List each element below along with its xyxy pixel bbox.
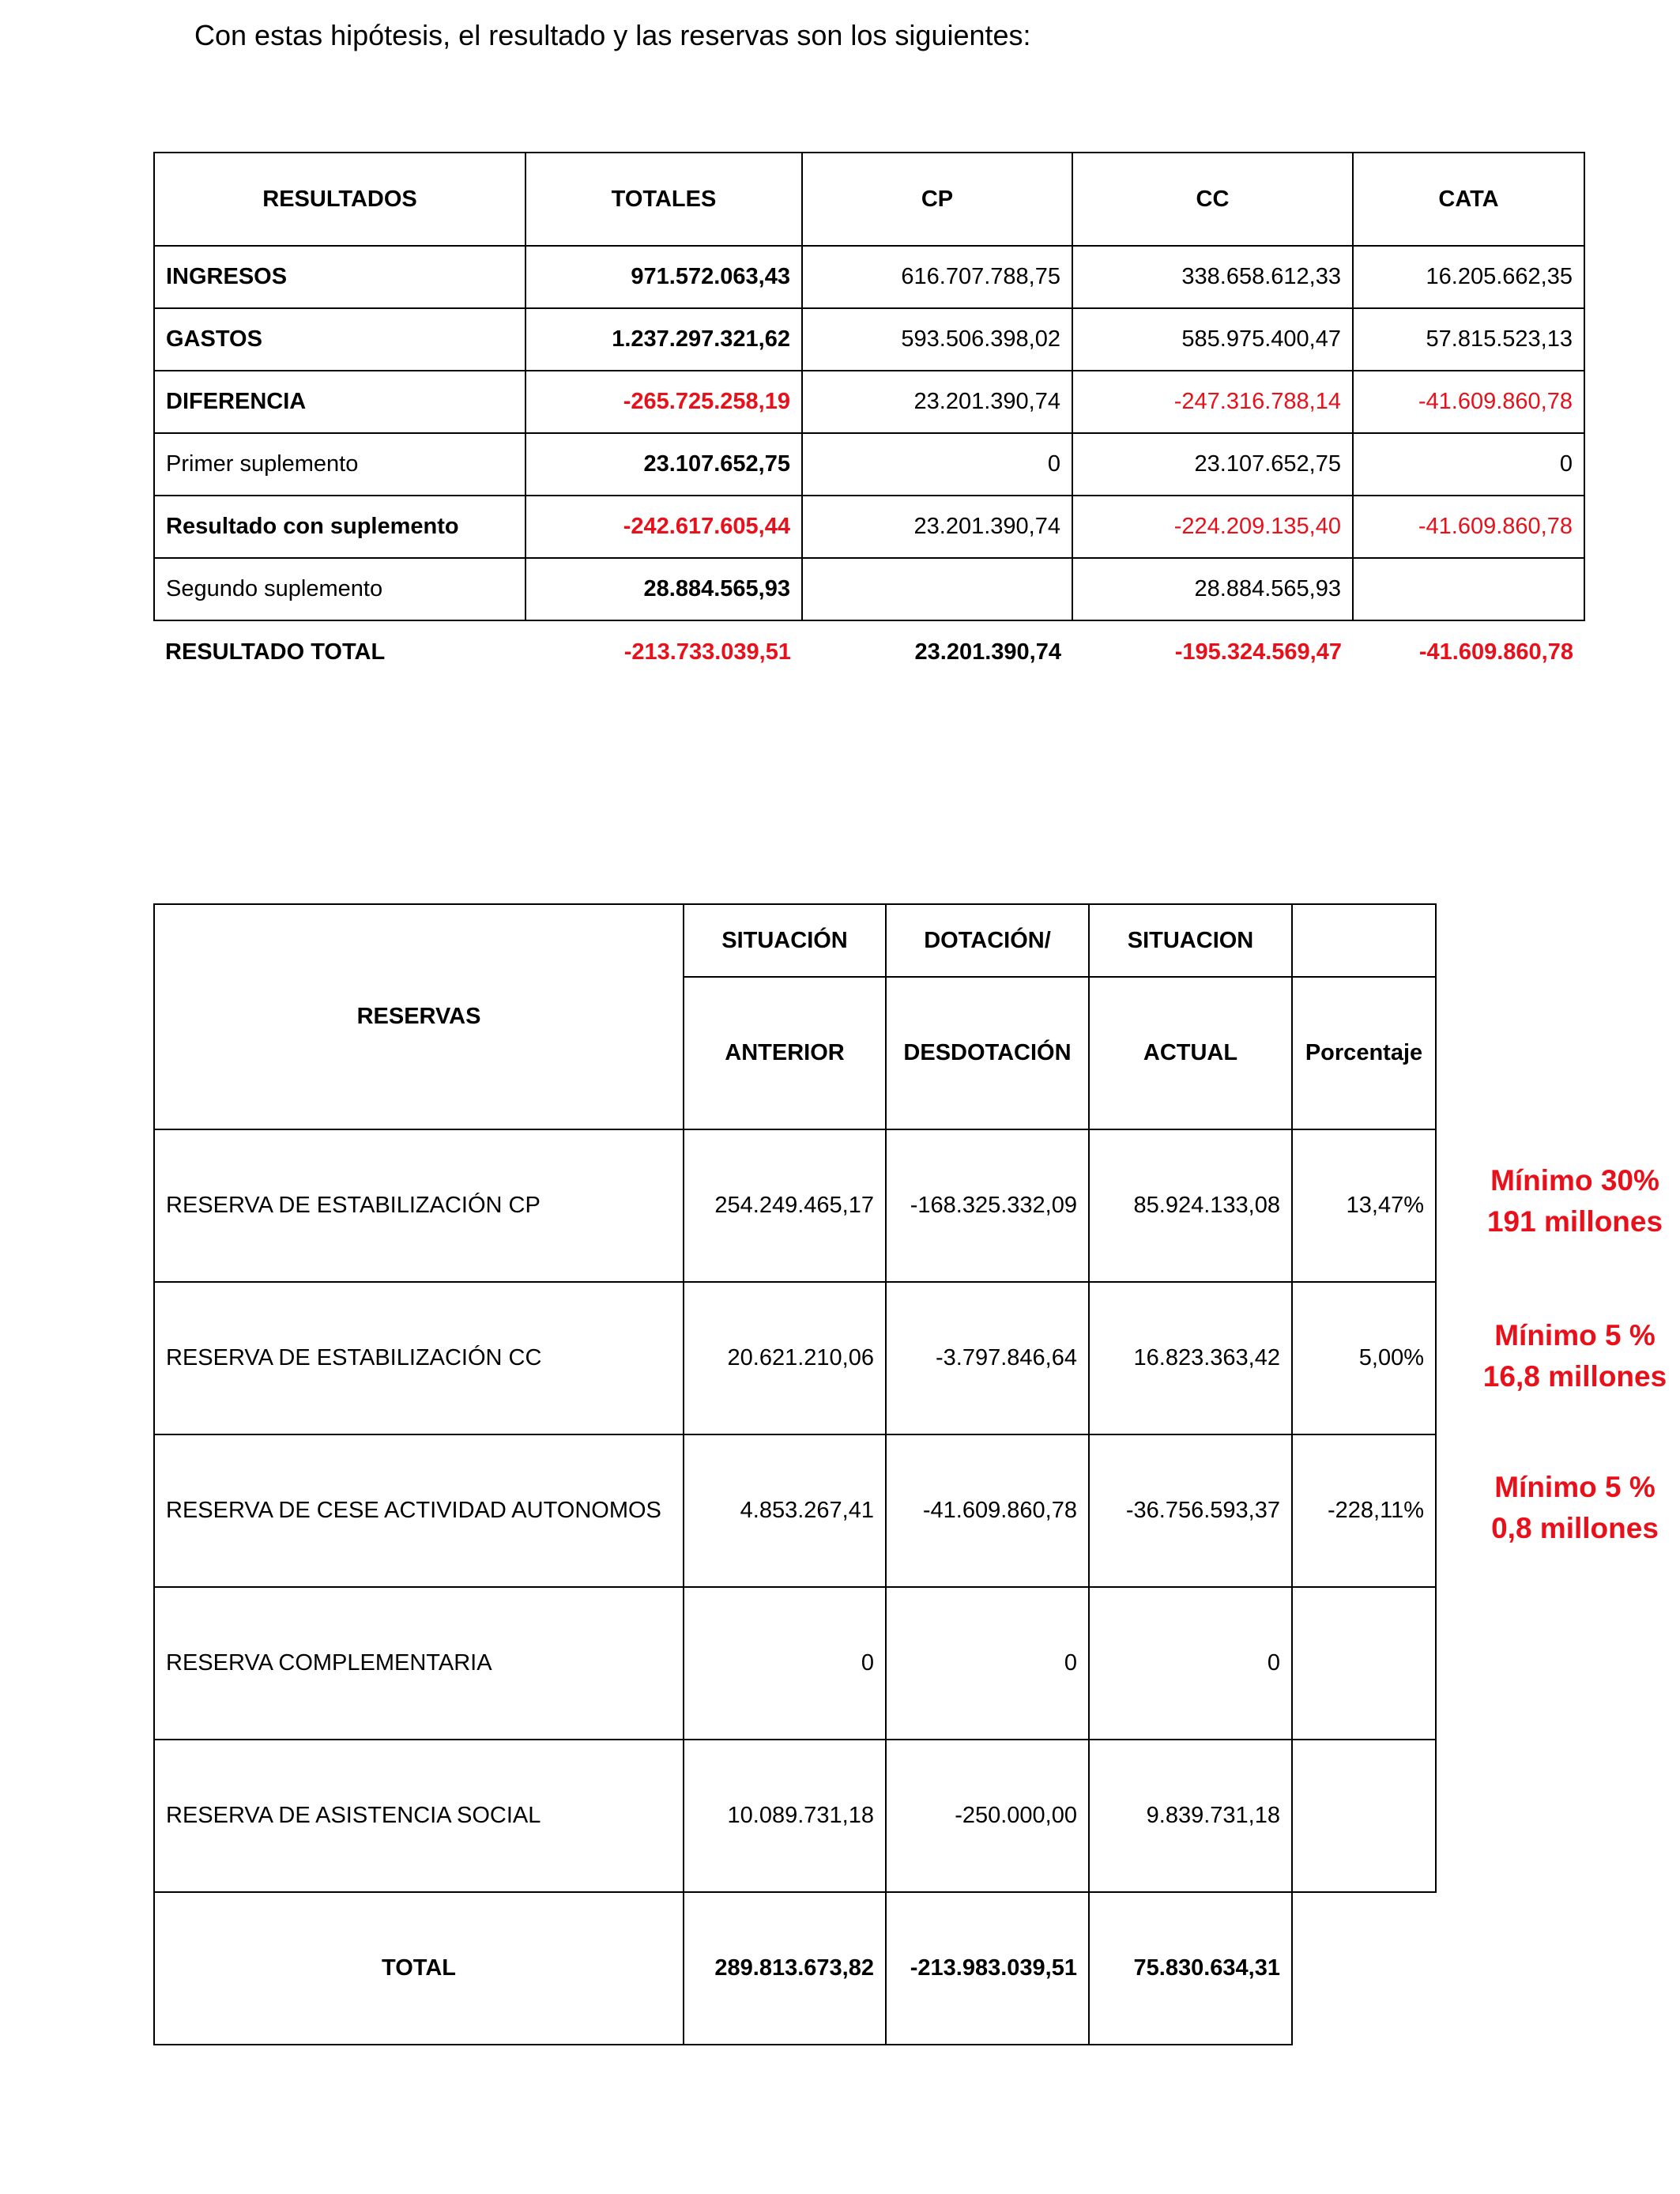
table-row [154, 558, 1584, 620]
cell-totales: 1.237.297.321,62 [525, 308, 802, 371]
row-label: RESERVA DE ASISTENCIA SOCIAL [154, 1740, 684, 1892]
note-line1: Mínimo 5 % [1494, 1319, 1656, 1351]
cell-cp: 593.506.398,02 [802, 308, 1072, 371]
cell-actual: 0 [1089, 1587, 1292, 1740]
row-label: DIFERENCIA [154, 371, 525, 433]
header-cp: CP [802, 153, 1072, 246]
cell-actual: 9.839.731,18 [1089, 1740, 1292, 1892]
cell-actual: 85.924.133,08 [1089, 1129, 1292, 1282]
cell-cp: 23.201.390,74 [802, 496, 1072, 558]
reservas-table [153, 903, 1437, 2045]
cell-dotacion: -3.797.846,64 [886, 1282, 1089, 1434]
header-anterior: ANTERIOR [684, 977, 886, 1129]
cell-cc: 338.658.612,33 [1072, 246, 1353, 308]
cell-cp: 616.707.788,75 [802, 246, 1072, 308]
cell-cata: 57.815.523,13 [1353, 308, 1584, 371]
table-row [154, 496, 1584, 558]
row-label: Segundo suplemento [154, 558, 525, 620]
header-cata: CATA [1353, 153, 1584, 246]
header-situacion: SITUACIÓN [684, 904, 886, 977]
resultados-header-row [154, 153, 1584, 246]
cell-cc: -224.209.135,40 [1072, 496, 1353, 558]
cell-cata: -41.609.860,78 [1353, 371, 1584, 433]
header-situacion-actual: SITUACION [1089, 904, 1292, 977]
cell-anterior: 0 [684, 1587, 886, 1740]
intro-text: Con estas hipótesis, el resultado y las reservas son los siguientes: [194, 19, 1031, 51]
cell-totales: -213.733.039,51 [623, 639, 791, 665]
table-row [154, 1129, 1436, 1282]
cell-anterior: 4.853.267,41 [684, 1434, 886, 1587]
table-row [154, 1434, 1436, 1587]
cell-actual: -36.756.593,37 [1089, 1434, 1292, 1587]
cell-totales: 971.572.063,43 [525, 246, 802, 308]
cell-cata: 16.205.662,35 [1353, 246, 1584, 308]
table-row [154, 246, 1584, 308]
cell-cata: 0 [1353, 433, 1584, 496]
table-row [154, 371, 1584, 433]
cell-cp: 23.201.390,74 [802, 371, 1072, 433]
table-row [154, 308, 1584, 371]
header-desdotacion: DESDOTACIÓN [886, 977, 1089, 1129]
row-label: GASTOS [154, 308, 525, 371]
cell-empty [1292, 1892, 1436, 2045]
cell-actual: 16.823.363,42 [1089, 1282, 1292, 1434]
row-label: RESERVA DE ESTABILIZACIÓN CC [154, 1282, 684, 1434]
cell-anterior: 289.813.673,82 [684, 1892, 886, 2045]
cell-cc: -247.316.788,14 [1072, 371, 1353, 433]
cell-cc: 28.884.565,93 [1072, 558, 1353, 620]
cell-cp: 0 [802, 433, 1072, 496]
table-row-total [154, 620, 1584, 683]
cell-dotacion: 0 [886, 1587, 1089, 1740]
header-empty [1292, 904, 1436, 977]
note-minimo-cata [1456, 1467, 1680, 1549]
cell-cc: -195.324.569,47 [1174, 639, 1342, 665]
header-totales: TOTALES [525, 153, 802, 246]
cell-porcentaje [1292, 1740, 1436, 1892]
header-dotacion: DOTACIÓN/ [886, 904, 1089, 977]
cell-anterior: 10.089.731,18 [684, 1740, 886, 1892]
note-line1: Mínimo 5 % [1494, 1471, 1656, 1503]
header-resultados: RESULTADOS [154, 153, 525, 246]
row-label: RESERVA DE CESE ACTIVIDAD AUTONOMOS [154, 1434, 684, 1587]
cell-actual: 75.830.634,31 [1089, 1892, 1292, 2045]
cell-cp: 23.201.390,74 [914, 639, 1061, 665]
cell-totales: 23.107.652,75 [525, 433, 802, 496]
note-line2: 191 millones [1486, 1205, 1663, 1238]
cell-cc: 23.107.652,75 [1072, 433, 1353, 496]
cell-totales: -242.617.605,44 [525, 496, 802, 558]
row-label: RESERVA DE ESTABILIZACIÓN CP [154, 1129, 684, 1282]
cell-porcentaje: 5,00% [1292, 1282, 1436, 1434]
resultados-table [153, 152, 1585, 683]
cell-dotacion: -213.983.039,51 [886, 1892, 1089, 2045]
cell-totales: -265.725.258,19 [525, 371, 802, 433]
header-actual: ACTUAL [1089, 977, 1292, 1129]
row-label: INGRESOS [154, 246, 525, 308]
note-minimo-cc [1456, 1315, 1680, 1397]
cell-anterior: 254.249.465,17 [684, 1129, 886, 1282]
cell-porcentaje [1292, 1587, 1436, 1740]
row-label: RESERVA COMPLEMENTARIA [154, 1587, 684, 1740]
cell-totales: 28.884.565,93 [525, 558, 802, 620]
row-label: RESULTADO TOTAL [165, 639, 386, 665]
cell-cata [1353, 558, 1584, 620]
row-label: Resultado con suplemento [154, 496, 525, 558]
note-line2: 16,8 millones [1482, 1360, 1667, 1393]
cell-cc: 585.975.400,47 [1072, 308, 1353, 371]
reservas-header-row-top [154, 904, 1436, 977]
note-line1: Mínimo 30% [1490, 1164, 1659, 1197]
header-reservas: RESERVAS [154, 904, 684, 1129]
cell-porcentaje: -228,11% [1292, 1434, 1436, 1587]
table-row [154, 433, 1584, 496]
note-line2: 0,8 millones [1491, 1512, 1659, 1544]
cell-anterior: 20.621.210,06 [684, 1282, 886, 1434]
note-minimo-cp [1456, 1160, 1680, 1242]
table-row-total [154, 1892, 1436, 2045]
table-row [154, 1282, 1436, 1434]
table-row [154, 1740, 1436, 1892]
row-label: Primer suplemento [154, 433, 525, 496]
cell-cata: -41.609.860,78 [1418, 639, 1573, 665]
cell-dotacion: -168.325.332,09 [886, 1129, 1089, 1282]
cell-dotacion: -41.609.860,78 [886, 1434, 1089, 1587]
cell-cp [802, 558, 1072, 620]
table-row [154, 1587, 1436, 1740]
header-porcentaje: Porcentaje [1292, 977, 1436, 1129]
cell-porcentaje: 13,47% [1292, 1129, 1436, 1282]
row-label: TOTAL [154, 1892, 684, 2045]
cell-dotacion: -250.000,00 [886, 1740, 1089, 1892]
cell-cata: -41.609.860,78 [1353, 496, 1584, 558]
header-cc: CC [1072, 153, 1353, 246]
